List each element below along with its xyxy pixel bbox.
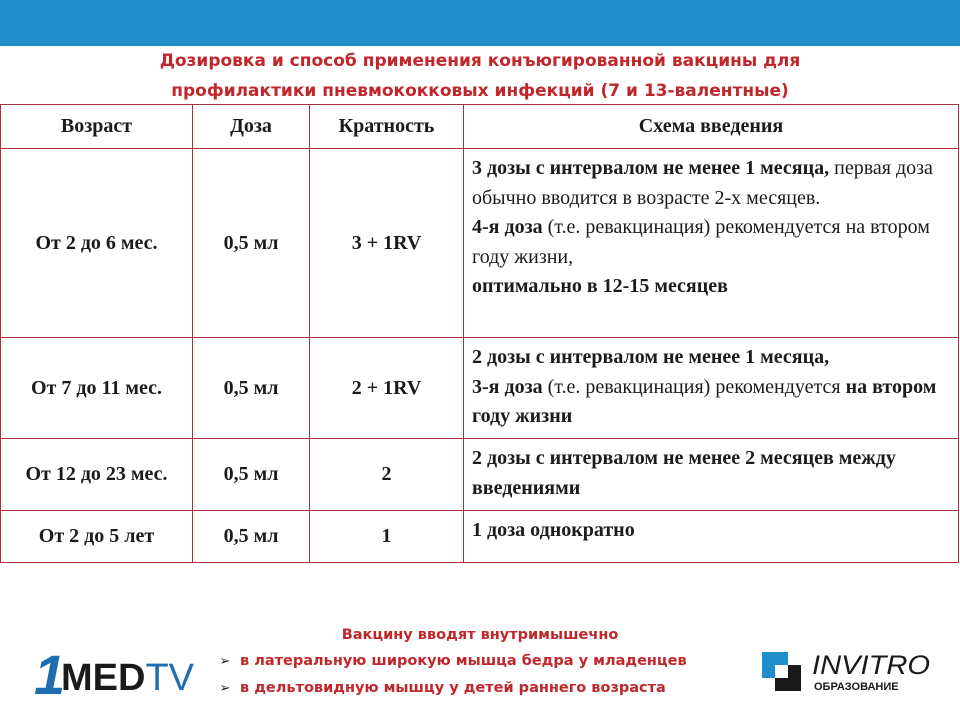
- medtv-logo-med: MED: [61, 657, 146, 698]
- cell-dose: 0,5 мл: [193, 338, 310, 439]
- invitro-logo-subtitle: ОБРАЗОВАНИЕ: [814, 681, 899, 693]
- footer-bullet-text: в дельтовидную мышцу у детей раннего возраста: [240, 680, 666, 696]
- invitro-logo: [762, 648, 942, 696]
- top-banner: [0, 0, 960, 46]
- cell-dose: 0,5 мл: [193, 511, 310, 563]
- table-row: [1, 149, 959, 338]
- scheme-bold-text: 3 дозы с интервалом не менее 1 месяца,: [472, 157, 830, 179]
- cell-dose: 0,5 мл: [193, 439, 310, 511]
- table-row: [1, 338, 959, 439]
- scheme-bold-text: оптимально в 12-15 месяцев: [472, 275, 728, 297]
- arrow-bullet-icon: ➢: [219, 681, 231, 696]
- cell-scheme: [464, 338, 959, 439]
- scheme-bold-text: 2 дозы с интервалом не менее 1 месяца,: [472, 346, 830, 368]
- cell-age: От 12 до 23 мес.: [1, 439, 193, 511]
- header-age: Возраст: [1, 105, 193, 149]
- dosage-table: [0, 104, 959, 563]
- cell-age: От 2 до 5 лет: [1, 511, 193, 563]
- arrow-bullet-icon: ➢: [219, 654, 231, 669]
- medtv-logo-tv: TV: [145, 657, 195, 698]
- scheme-text: (т.е. ревакцинация) рекомендуется на втором году жизни,: [472, 216, 930, 268]
- medtv-logo: [34, 646, 204, 698]
- cell-multiplicity: 3 + 1RV: [310, 149, 464, 338]
- cell-age: От 7 до 11 мес.: [1, 338, 193, 439]
- header-dose: Доза: [193, 105, 310, 149]
- scheme-bold-text: 3-я доза: [472, 375, 543, 398]
- header-multiplicity: Кратность: [310, 105, 464, 149]
- cell-multiplicity: 2: [310, 439, 464, 511]
- slide-title: [0, 46, 960, 106]
- medtv-logo-number: 1: [34, 646, 66, 698]
- scheme-text: (т.е. ревакцинация) рекомендуется: [542, 375, 846, 398]
- footer-bullet: [210, 648, 750, 675]
- cell-age: От 2 до 6 мес.: [1, 149, 193, 338]
- cell-scheme: [464, 511, 959, 563]
- cell-multiplicity: 2 + 1RV: [310, 338, 464, 439]
- scheme-bold-text: на втором году жизни: [472, 375, 937, 427]
- scheme-bold-text: 4-я доза: [472, 216, 543, 238]
- medtv-logo-text: [61, 657, 195, 698]
- invitro-square-icon: [762, 652, 801, 691]
- footer-bullet-text: в латеральную широкую мышца бедра у младенцев: [240, 653, 687, 669]
- cell-dose: 0,5 мл: [193, 149, 310, 338]
- cell-scheme: [464, 149, 959, 338]
- footer-title: Вакцину вводят внутримышечно: [341, 627, 619, 643]
- header-scheme: Схема введения: [464, 105, 959, 149]
- scheme-bold-text: 2 дозы с интервалом не менее 2 месяцев между введениями: [472, 447, 896, 499]
- table-header-row: [1, 105, 959, 149]
- table-row: [1, 511, 959, 563]
- scheme-bold-text: 1 доза однократно: [472, 519, 635, 541]
- invitro-logo-name: INVITRO: [812, 650, 930, 680]
- scheme-text: первая доза обычно вводится в возрасте 2-х месяцев.: [472, 157, 933, 209]
- slide-title-line-2: профилактики пневмококковых инфекций (7 и 13-валентные): [171, 81, 789, 101]
- cell-multiplicity: 1: [310, 511, 464, 563]
- footer-bullet: [210, 675, 750, 702]
- slide-title-line-1: Дозировка и способ применения конъюгированной вакцины для: [159, 51, 801, 71]
- cell-scheme: [464, 439, 959, 511]
- footer-note: [210, 622, 750, 702]
- table-row: [1, 439, 959, 511]
